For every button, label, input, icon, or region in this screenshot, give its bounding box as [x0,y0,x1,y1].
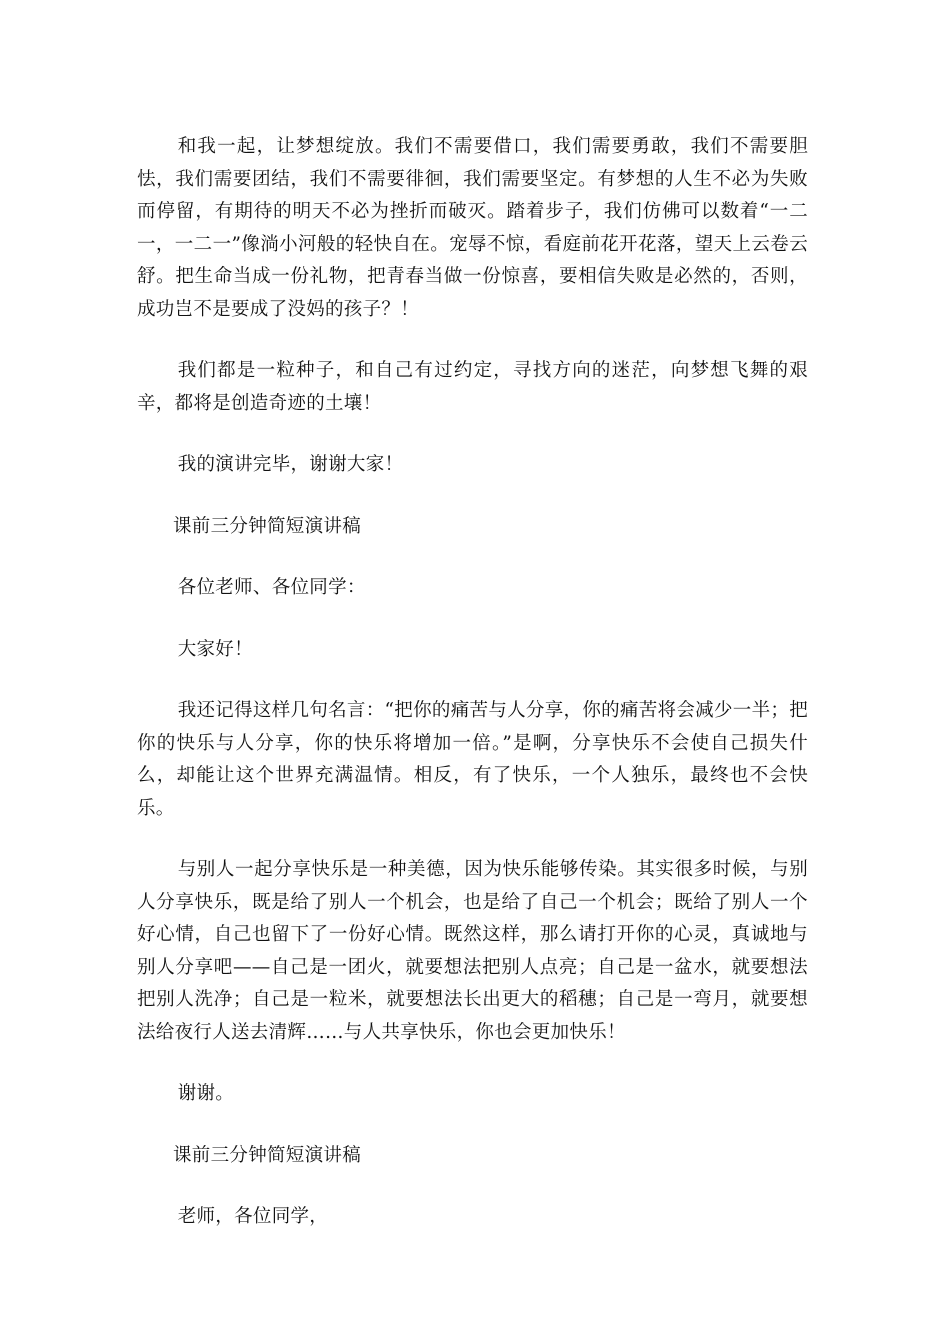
paragraph-share-happiness: 与别人一起分享快乐是一种美德，因为快乐能够传染。其实很多时候，与别人分享快乐，既是给了别人一个机会，也是给了自己一个机会；既给了别人一个好心情，自己也留下了一份好心情。既然这样，那么请打开你的心灵，真诚地与别人分享吧——自己是一团火，就要想法把别人点亮；自己是一盆水，就要想法把别人洗净；自己是一粒米，就要想法长出更大的稻穗；自己是一弯月，就要想法给夜行人送去清辉……与人共享快乐，你也会更加快乐！ [137,859,808,1043]
document-body [137,131,808,1234]
paragraph-seed: 我们都是一粒种子，和自己有过约定，寻找方向的迷茫，向梦想飞舞的艰辛，都将是创造奇迹的土壤！ [137,360,808,414]
paragraph-greeting-teachers: 各位老师、各位同学： [177,577,366,598]
paragraph-hello-everyone: 大家好！ [177,638,253,660]
section-heading-2: 课前三分钟简短演讲稿 [173,1144,362,1166]
paragraph-greeting-teacher-students: 老师，各位同学， [177,1206,329,1227]
paragraph-quote-sharing: 我还记得这样几句名言：“把你的痛苦与人分享，你的痛苦将会减少一半；把你的快乐与人分享，你的快乐将增加一倍。”是啊，分享快乐不会使自己损失什么，却能让这个世界充满温情。相反，有了快乐，一个人独乐，最终也不会快乐。 [137,700,808,819]
section-heading-1: 课前三分钟简短演讲稿 [173,515,362,537]
paragraph-dream-speech: 和我一起，让梦想绽放。我们不需要借口，我们需要勇敢，我们不需要胆怯，我们需要团结，我们不需要徘徊，我们需要坚定。有梦想的人生不必为失败而停留，有期待的明天不必为挫折而破灭。踏着步子，我们仿佛可以数着“一二一，一二一”像淌小河般的轻快自在。宠辱不惊，看庭前花开花落，望天上云卷云舒。把生命当成一份礼物，把青春当做一份惊喜，要相信失败是必然的，否则，成功岂不是要成了没妈的孩子？！ [137,136,808,320]
paragraph-closing-thanks: 我的演讲完毕，谢谢大家！ [177,454,404,475]
paragraph-thanks: 谢谢。 [177,1083,235,1104]
